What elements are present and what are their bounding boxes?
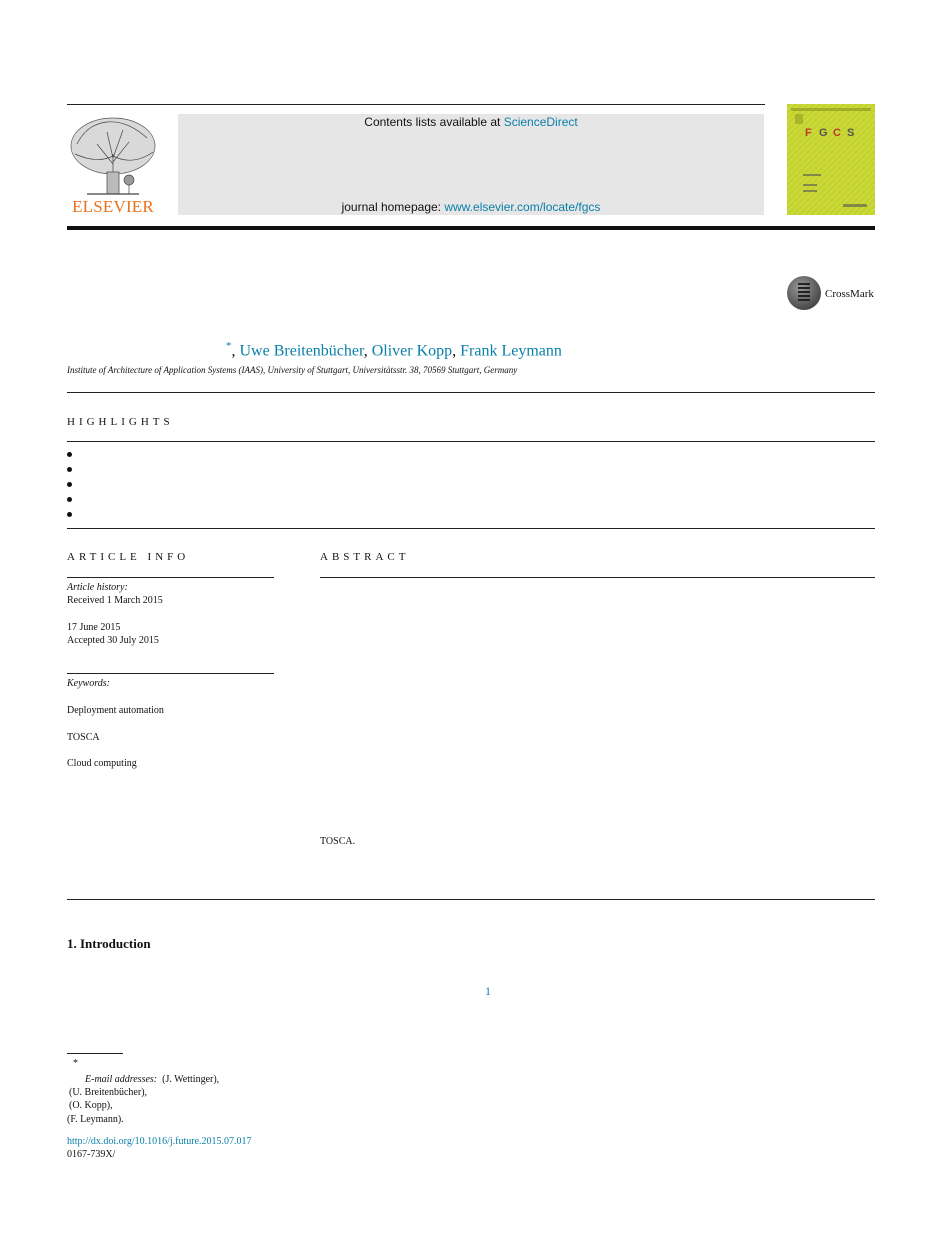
abstract-heading: ABSTRACT — [320, 551, 410, 563]
affiliation: Institute of Architecture of Application Systems (IAAS), University of Stuttgart, Universitätsstr. 38, 70569 Stuttgart, Germany — [67, 365, 518, 375]
footnote-reference-link[interactable]: 1 — [485, 984, 491, 998]
contents-prefix: Contents lists available at — [364, 115, 504, 129]
highlight-bullet — [67, 482, 72, 487]
journal-cover-image — [787, 104, 875, 215]
journal-homepage-link[interactable]: www.elsevier.com/locate/fgcs — [444, 200, 601, 214]
rule-below-highlights-heading — [67, 441, 875, 442]
author-separator: , — [363, 342, 372, 360]
article-history-label: Article history: — [67, 582, 128, 593]
keywords-label: Keywords: — [67, 678, 110, 689]
corresponding-author-mark[interactable]: * — [226, 340, 232, 352]
received-date: Received 1 March 2015 — [67, 595, 163, 606]
highlight-bullet — [67, 467, 72, 472]
author-separator: , — [452, 342, 461, 360]
svg-text:C: C — [833, 127, 841, 139]
homepage-line — [178, 200, 764, 214]
keyword: TOSCA — [67, 732, 100, 743]
highlight-bullet — [67, 512, 72, 517]
rule-above-highlights — [67, 392, 875, 393]
email-owner: (U. Breitenbücher), — [69, 1087, 148, 1098]
keyword: Cloud computing — [67, 758, 137, 769]
abstract-fragment: TOSCA. — [320, 836, 356, 847]
highlights-heading: HIGHLIGHTS — [67, 416, 174, 428]
footnote-rule — [67, 1053, 123, 1054]
abstract-rule — [320, 577, 875, 578]
accepted-date: Accepted 30 July 2015 — [67, 635, 159, 646]
email-owner: (F. Leymann). — [67, 1114, 124, 1125]
doi-link[interactable]: http://dx.doi.org/10.1016/j.future.2015.07.017 — [67, 1136, 252, 1147]
footnote-star: * — [73, 1058, 78, 1069]
article-info-heading: ARTICLE INFO — [67, 551, 190, 563]
email-owner: (O. Kopp), — [69, 1100, 113, 1111]
highlight-bullet — [67, 452, 72, 457]
header-thick-rule — [67, 226, 875, 230]
revised-date: 17 June 2015 — [67, 622, 121, 633]
svg-text:S: S — [847, 127, 855, 139]
section-title: 1. Introduction — [67, 936, 151, 951]
email-owner: (J. Wettinger), — [159, 1074, 220, 1085]
article-info-rule — [67, 577, 274, 578]
contents-line — [178, 115, 764, 129]
svg-text:G: G — [819, 127, 828, 139]
author-list — [226, 340, 562, 360]
sciencedirect-link[interactable]: ScienceDirect — [503, 115, 578, 129]
rule-below-highlights — [67, 528, 875, 529]
author-separator: , — [231, 342, 240, 360]
keyword: Deployment automation — [67, 705, 164, 716]
email-label: E-mail addresses: — [85, 1074, 158, 1085]
author-link[interactable]: Oliver Kopp — [371, 342, 453, 360]
crossmark-label[interactable]: CrossMark — [825, 288, 874, 300]
crossmark-icon[interactable] — [787, 276, 821, 310]
email-line — [85, 1074, 219, 1085]
publisher-name: ELSEVIER — [72, 197, 154, 216]
rule-below-abstract — [67, 899, 875, 900]
highlight-bullet — [67, 497, 72, 502]
issn: 0167-739X/ — [67, 1149, 116, 1160]
author-link[interactable]: Uwe Breitenbücher — [239, 342, 364, 360]
homepage-prefix: journal homepage: — [341, 200, 445, 214]
svg-text:F: F — [805, 127, 812, 139]
keywords-rule — [67, 673, 274, 674]
author-link[interactable]: Frank Leymann — [460, 342, 562, 360]
header-top-rule — [67, 104, 765, 105]
